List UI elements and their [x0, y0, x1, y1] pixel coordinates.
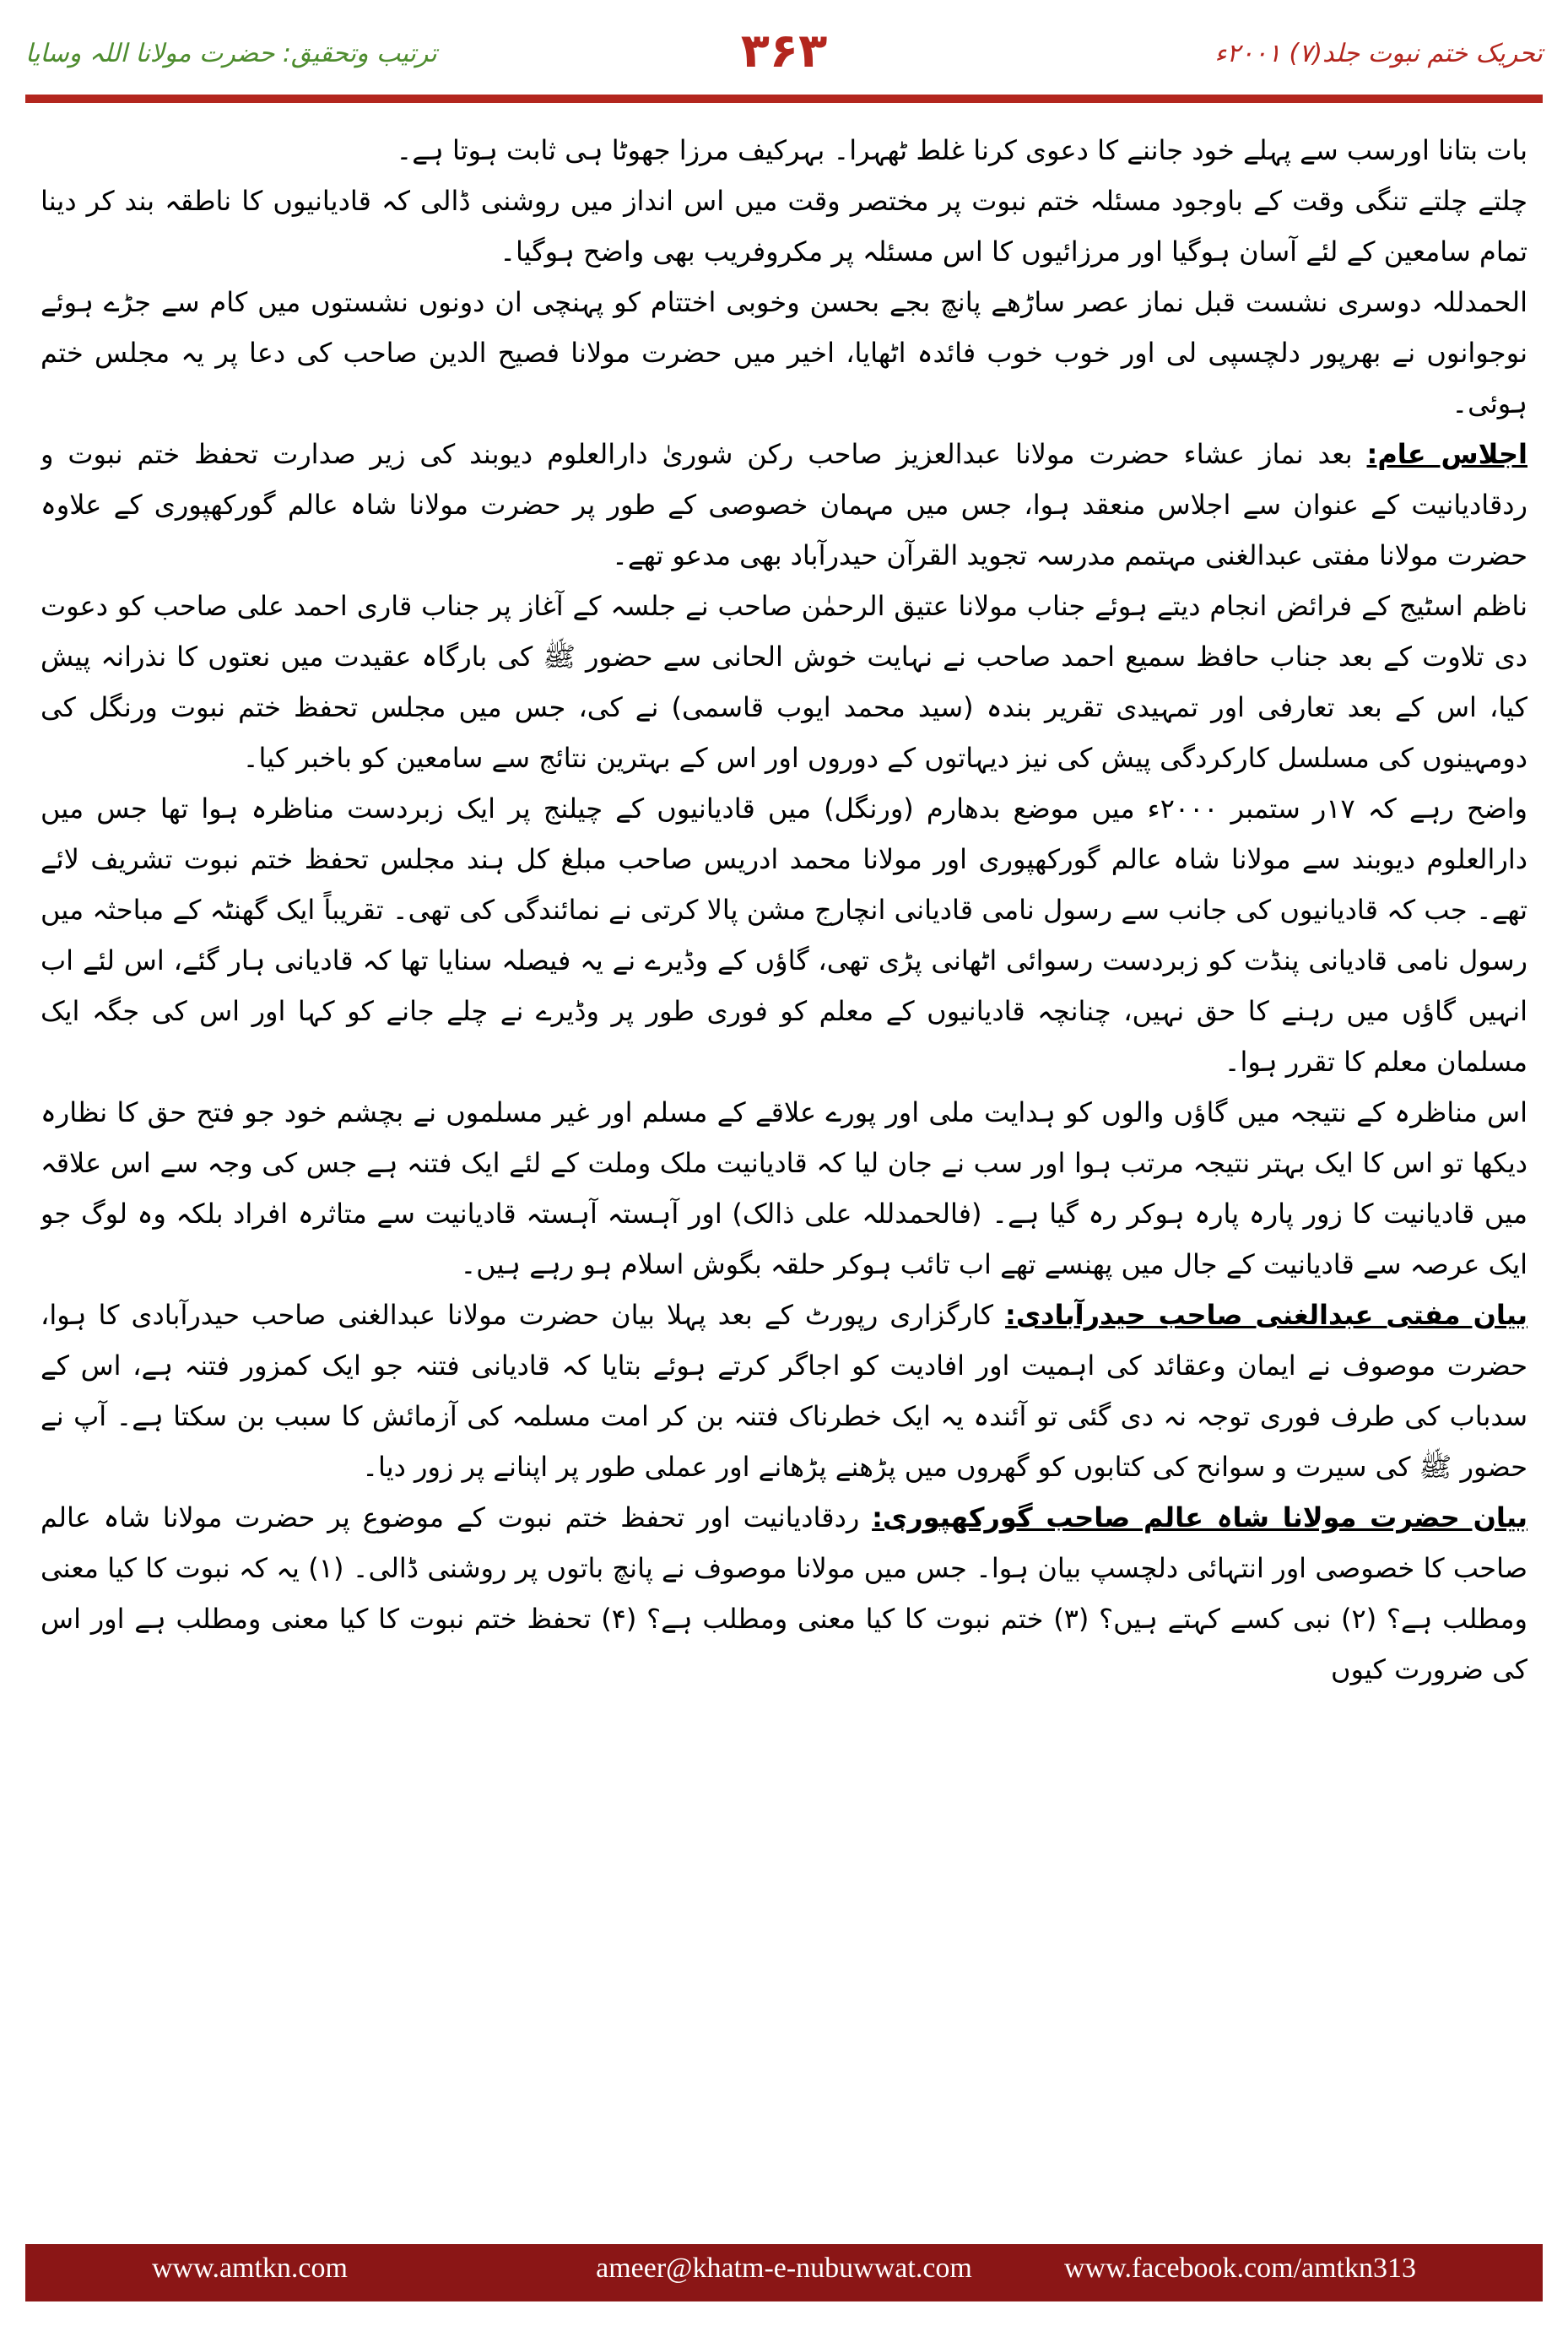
paragraph-text: ناظم اسٹیج کے فرائض انجام دیتے ہوئے جناب مولانا عتیق الرحمٰن صاحب نے جلسہ کے آغاز پر جناب قاری احمد علی صاحب کو دعوت دی تلاوت کے بعد جناب حافظ سمیع احمد صاحب نے نہایت خوش الحانی سے حضور ﷺ کی بارگاہ عقیدت میں نعتوں کا نذرانہ پیش کیا، اس کے بعد تعارفی اور تمہیدی تقریر بندہ (سید محمد ایوب قاسمی) نے کی، جس میں مجلس تحفظ ختم نبوت ورنگل کی دومہینوں کی مسلسل کارکردگی پیش کی نیز دیہاتوں کے دوروں اور اس کے بہترین نتائج سے سامعین کو باخبر کیا۔ — [41, 590, 1527, 774]
paragraph — [41, 125, 1527, 176]
page-body — [41, 125, 1527, 2207]
paragraph-text: کارگزاری رپورٹ کے بعد پہلا بیان حضرت مولانا عبدالغنی صاحب حیدرآبادی کا ہوا، حضرت موصوف نے ایمان وعقائد کی اہمیت اور افادیت کو اجاگر کرتے ہوئے بتایا کہ قادیانی فتنہ جو ایک کمزور فتنہ ہے، اس کے سدباب کی طرف فوری توجہ نہ دی گئی تو آئندہ یہ ایک خطرناک فتنہ بن کر امت مسلمہ کی آزمائش کا سبب بن سکتا ہے۔ آپ نے حضور ﷺ کی سیرت و سوانح کی کتابوں کو گھروں میں پڑھنے پڑھانے اور عملی طور پر اپنانے پر زور دیا۔ — [41, 1299, 1527, 1483]
book-title: تحریک ختم نبوت جلد(۷) ۲۰۰۱ء — [1214, 39, 1543, 68]
paragraph — [41, 1492, 1527, 1695]
page-footer — [25, 2244, 1543, 2301]
paragraph — [41, 1087, 1527, 1290]
header-divider — [25, 95, 1543, 103]
paragraph — [41, 1290, 1527, 1492]
paragraph-text: بعد نماز عشاء حضرت مولانا عبدالعزیز صاحب رکن شوریٰ دارالعلوم دیوبند کی زیر صدارت تحفظ ختم نبوت و ردقادیانیت کے عنوان سے اجلاس منعقد ہوا، جس میں مہمان خصوصی کے طور پر حضرت مولانا شاہ عالم گورکھپوری کے علاوہ حضرت مولانا مفتی عبدالغنی مہتمم مدرسہ تجوید القرآن حیدرآباد بھی مدعو تھے۔ — [41, 438, 1527, 571]
email-link[interactable]: ameer@khatm-e-nubuwwat.com — [596, 2253, 972, 2284]
paragraph-text: واضح رہے کہ ۱۷ر ستمبر ۲۰۰۰ء میں موضع بدھارم (ورنگل) میں قادیانیوں کے چیلنج پر ایک زبردست مناظرہ ہوا تھا جس میں دارالعلوم دیوبند سے مولانا شاہ عالم گورکھپوری اور مولانا محمد ادریس صاحب مبلغ کل ہند مجلس تحفظ ختم نبوت تشریف لائے تھے۔ جب کہ قادیانیوں کی جانب سے رسول نامی قادیانی انچارج مشن پالا کرتی نے نمائندگی کی تھی۔ تقریباً ایک گھنٹہ کے مباحثہ میں رسول نامی قادیانی پنڈت کو زبردست رسوائی اٹھانی پڑی تھی، گاؤں کے وڈیرے نے یہ فیصلہ سنایا تھا کہ قادیانی ہار گئے، اس لئے اب انہیں گاؤں میں رہنے کا حق نہیں، چنانچہ قادیانیوں کے معلم کو فوری طور پر وڈیرے نے چلے جانے کو کہا اور اس کی جگہ ایک مسلمان معلم کا تقرر ہوا۔ — [41, 792, 1527, 1078]
website-link[interactable]: www.amtkn.com — [152, 2253, 348, 2284]
section-heading: بیان مفتی عبدالغنی صاحب حیدرآبادی: — [1005, 1299, 1527, 1331]
paragraph — [41, 581, 1527, 783]
paragraph-text: چلتے چلتے تنگی وقت کے باوجود مسئلہ ختم نبوت پر مختصر وقت میں اس انداز میں روشنی ڈالی کہ قادیانیوں کا ناطقہ بند کر دینا تمام سامعین کے لئے آسان ہوگیا اور مرزائیوں کا اس مسئلہ پر مکروفریب بھی واضح ہوگیا۔ — [41, 185, 1527, 268]
paragraph — [41, 429, 1527, 581]
section-heading: بیان حضرت مولانا شاہ عالم صاحب گورکھپوری: — [872, 1501, 1527, 1533]
compiler-credit: ترتیب وتحقیق: حضرت مولانا اللہ وسایا — [25, 39, 437, 68]
paragraph — [41, 277, 1527, 429]
section-heading: اجلاس عام: — [1366, 438, 1527, 470]
paragraph — [41, 783, 1527, 1087]
facebook-link[interactable]: www.facebook.com/amtkn313 — [1063, 2253, 1416, 2284]
paragraph-text: بات بتانا اورسب سے پہلے خود جاننے کا دعوی کرنا غلط ٹھہرا۔ بہرکیف مرزا جھوٹا ہی ثابت ہوتا ہے۔ — [396, 134, 1527, 166]
paragraph — [41, 176, 1527, 277]
paragraph-text: اس مناظرہ کے نتیجہ میں گاؤں والوں کو ہدایت ملی اور پورے علاقے کے مسلم اور غیر مسلموں نے بچشم خود جو فتح حق کا نظارہ دیکھا تو اس کا ایک بہتر نتیجہ مرتب ہوا اور سب نے جان لیا کہ قادیانیت ملک وملت کے لئے ایک فتنہ ہے جس کی وجہ سے اس علاقہ میں قادیانیت کا زور پارہ پارہ ہوکر رہ گیا ہے۔ (فالحمدللہ علی ذالک) اور آہستہ آہستہ قادیانیت سے متاثرہ افراد بلکہ وہ لوگ جو ایک عرصہ سے قادیانیت کے جال میں پھنسے تھے اب تائب ہوکر حلقہ بگوش اسلام ہو رہے ہیں۔ — [41, 1096, 1527, 1280]
page-header — [25, 24, 1543, 83]
paragraph-text: الحمدللہ دوسری نشست قبل نماز عصر ساڑھے پانچ بجے بحسن وخوبی اختتام کو پہنچی ان دونوں نشستوں میں کام سے جڑے ہوئے نوجوانوں نے بھرپور دلچسپی لی اور خوب خوب فائدہ اٹھایا، اخیر میں حضرت مولانا فصیح الدین صاحب کی دعا پر یہ مجلس ختم ہوئی۔ — [41, 286, 1527, 419]
page-number: ۳۶۳ — [740, 24, 828, 78]
paragraph-text: ردقادیانیت اور تحفظ ختم نبوت کے موضوع پر حضرت مولانا شاہ عالم صاحب کا خصوصی اور انتہائی دلچسپ بیان ہوا۔ جس میں مولانا موصوف نے پانچ باتوں پر روشنی ڈالی۔ (۱) یہ کہ نبوت کا کیا معنی ومطلب ہے؟ (۲) نبی کسے کہتے ہیں؟ (۳) ختم نبوت کا کیا معنی ومطلب ہے؟ (۴) تحفظ ختم نبوت کا کیا معنی ومطلب ہے اور اس کی ضرورت کیوں — [41, 1501, 1527, 1685]
